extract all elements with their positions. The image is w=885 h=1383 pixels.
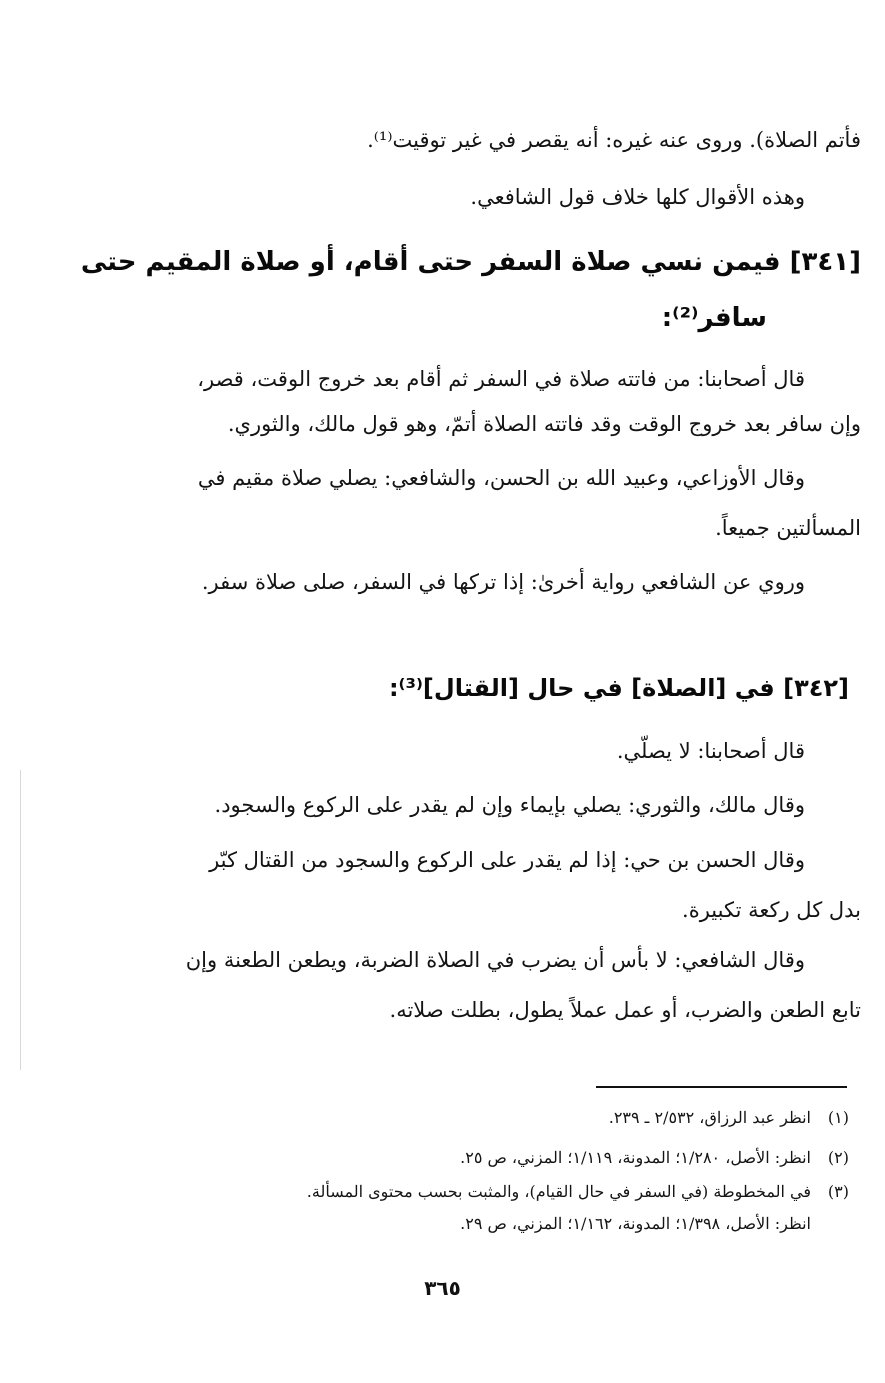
page-edge-line <box>20 770 21 1070</box>
footnote-number: (٣) <box>827 1182 849 1201</box>
footnote-number: (٢) <box>827 1148 849 1167</box>
paragraph-line: قال أصحابنا: لا يصلّي. <box>616 739 805 763</box>
paragraph-line: وقال الشافعي: لا بأس أن يضرب في الصلاة الضربة، ويطعن الطعنة وإن <box>185 948 805 972</box>
footnote <box>307 1180 849 1204</box>
section-heading-341-cont: سافر⁽²⁾: <box>661 303 767 333</box>
paragraph-line: بدل كل ركعة تكبيرة. <box>682 898 861 922</box>
paragraph-line: وروي عن الشافعي رواية أخرىٰ: إذا تركها في السفر، صلى صلاة سفر. <box>201 570 805 594</box>
footnote-text: انظر عبد الرزاق، ٢/٥٣٢ ـ ٢٣٩. <box>608 1108 811 1127</box>
paragraph-line: وإن سافر بعد خروج الوقت وقد فاتته الصلاة أتمّ، وهو قول مالك، والثوري. <box>227 412 861 436</box>
paragraph-line: تابع الطعن والضرب، أو عمل عملاً يطول، بطلت صلاته. <box>389 998 861 1022</box>
section-heading-342: [٣٤٢] في [الصلاة] في حال [القتال]⁽³⁾: <box>388 674 849 702</box>
paragraph-line: فأتم الصلاة). وروى عنه غيره: أنه يقصر في غير توقيت⁽¹⁾. <box>367 128 861 152</box>
section-heading-341: [٣٤١] فيمن نسي صلاة السفر حتى أقام، أو صلاة المقيم حتى <box>80 247 861 277</box>
footnote <box>460 1212 849 1236</box>
paragraph-line: وقال الحسن بن حي: إذا لم يقدر على الركوع والسجود من القتال كبّر <box>209 848 805 872</box>
page-number: ٣٦٥ <box>424 1276 461 1300</box>
paragraph-line: وقال الأوزاعي، وعبيد الله بن الحسن، والشافعي: يصلي صلاة مقيم في <box>197 466 805 490</box>
paragraph-line: وقال مالك، والثوري: يصلي بإيماء وإن لم يقدر على الركوع والسجود. <box>214 793 805 817</box>
footnote-text: في المخطوطة (في السفر في حال القيام)، والمثبت بحسب محتوى المسألة. <box>306 1182 811 1201</box>
footnote-text: انظر: الأصل، ١/٣٩٨؛ المدونة، ١/١٦٢؛ المزني، ص ٢٩. <box>460 1214 811 1233</box>
footnote <box>460 1146 849 1170</box>
footnote-number: (١) <box>827 1108 849 1127</box>
paragraph-line: قال أصحابنا: من فاتته صلاة في السفر ثم أقام بعد خروج الوقت، قصر، <box>197 367 805 391</box>
paragraph-line: وهذه الأقوال كلها خلاف قول الشافعي. <box>470 185 805 209</box>
footnote-text: انظر: الأصل، ١/٢٨٠؛ المدونة، ١/١١٩؛ المزني، ص ٢٥. <box>460 1148 811 1167</box>
paragraph-line: المسألتين جميعاً. <box>715 516 861 540</box>
footnote <box>609 1106 849 1130</box>
footnote-separator <box>596 1086 847 1088</box>
